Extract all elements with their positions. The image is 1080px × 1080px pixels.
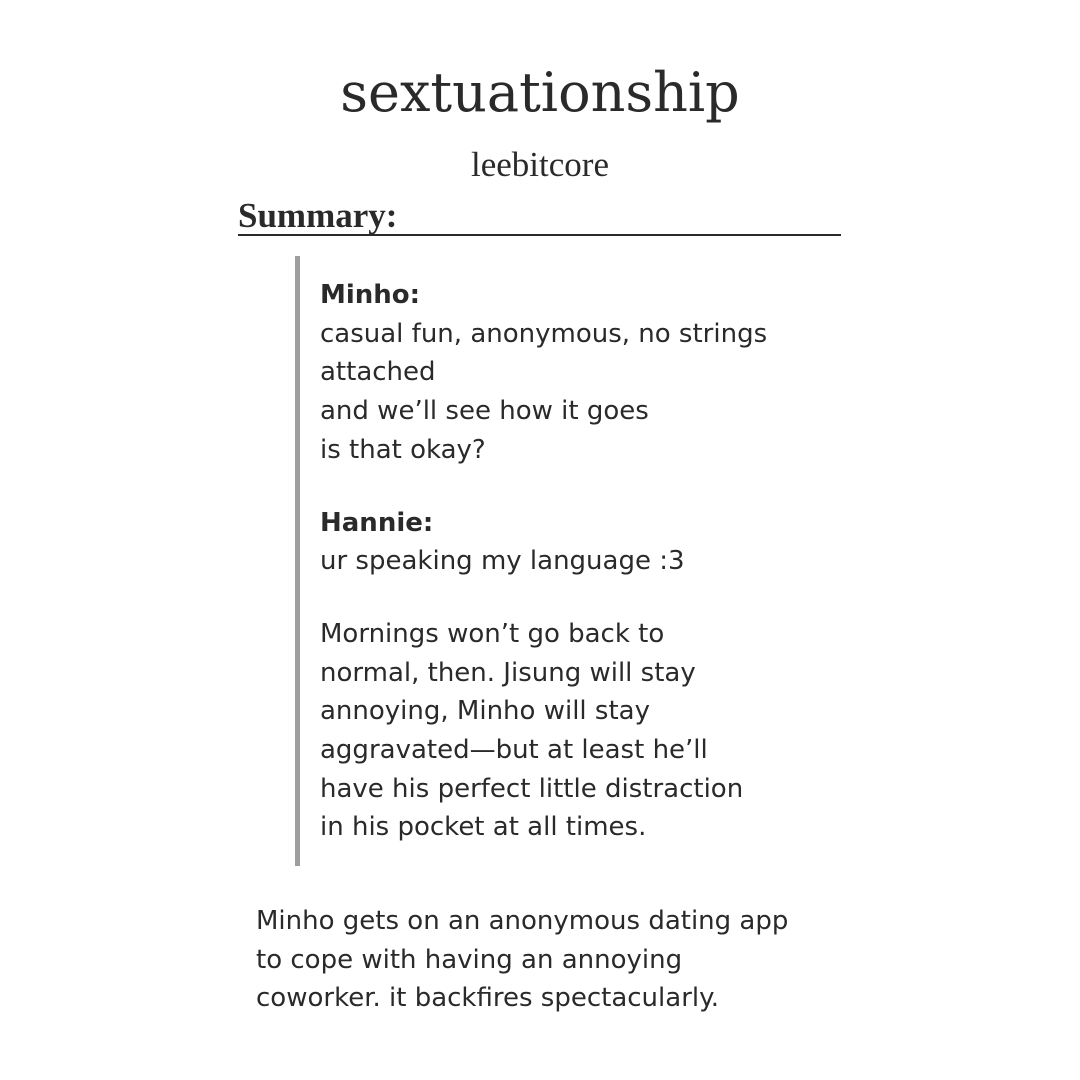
narration-line: aggravated—but at least he’ll (320, 735, 708, 766)
summary-heading: Summary: (238, 196, 841, 236)
hannie-message (320, 504, 815, 581)
narration-paragraph (320, 615, 815, 847)
description-line: coworker. it backfires spectacularly. (256, 983, 720, 1014)
message-line: casual fun, anonymous, no strings (320, 318, 768, 349)
narration-line: annoying, Minho will stay (320, 696, 650, 727)
paragraph-gap (320, 470, 815, 504)
description-line: Minho gets on an anonymous dating app (256, 906, 789, 936)
narration-line: normal, then. Jisung will stay (320, 657, 696, 688)
minho-message (320, 276, 815, 470)
message-line: is that okay? (320, 434, 486, 465)
work-title: sextuationship (340, 61, 740, 124)
narration-line: have his perfect little distraction (320, 773, 744, 804)
speaker-name: Minho: (320, 280, 421, 310)
summary-description (256, 902, 836, 1018)
message-line: ur speaking my language :3 (320, 546, 685, 577)
description-line: to cope with having an annoying (256, 944, 683, 975)
message-line: and we’ll see how it goes (320, 396, 649, 427)
paragraph-gap (320, 581, 815, 615)
work-author[interactable]: leebitcore (471, 145, 609, 184)
narration-line: in his pocket at all times. (320, 812, 647, 843)
speaker-name: Hannie: (320, 507, 434, 538)
message-line: attached (320, 357, 436, 388)
summary-blockquote (295, 256, 815, 866)
narration-line: Mornings won’t go back to (320, 618, 665, 649)
